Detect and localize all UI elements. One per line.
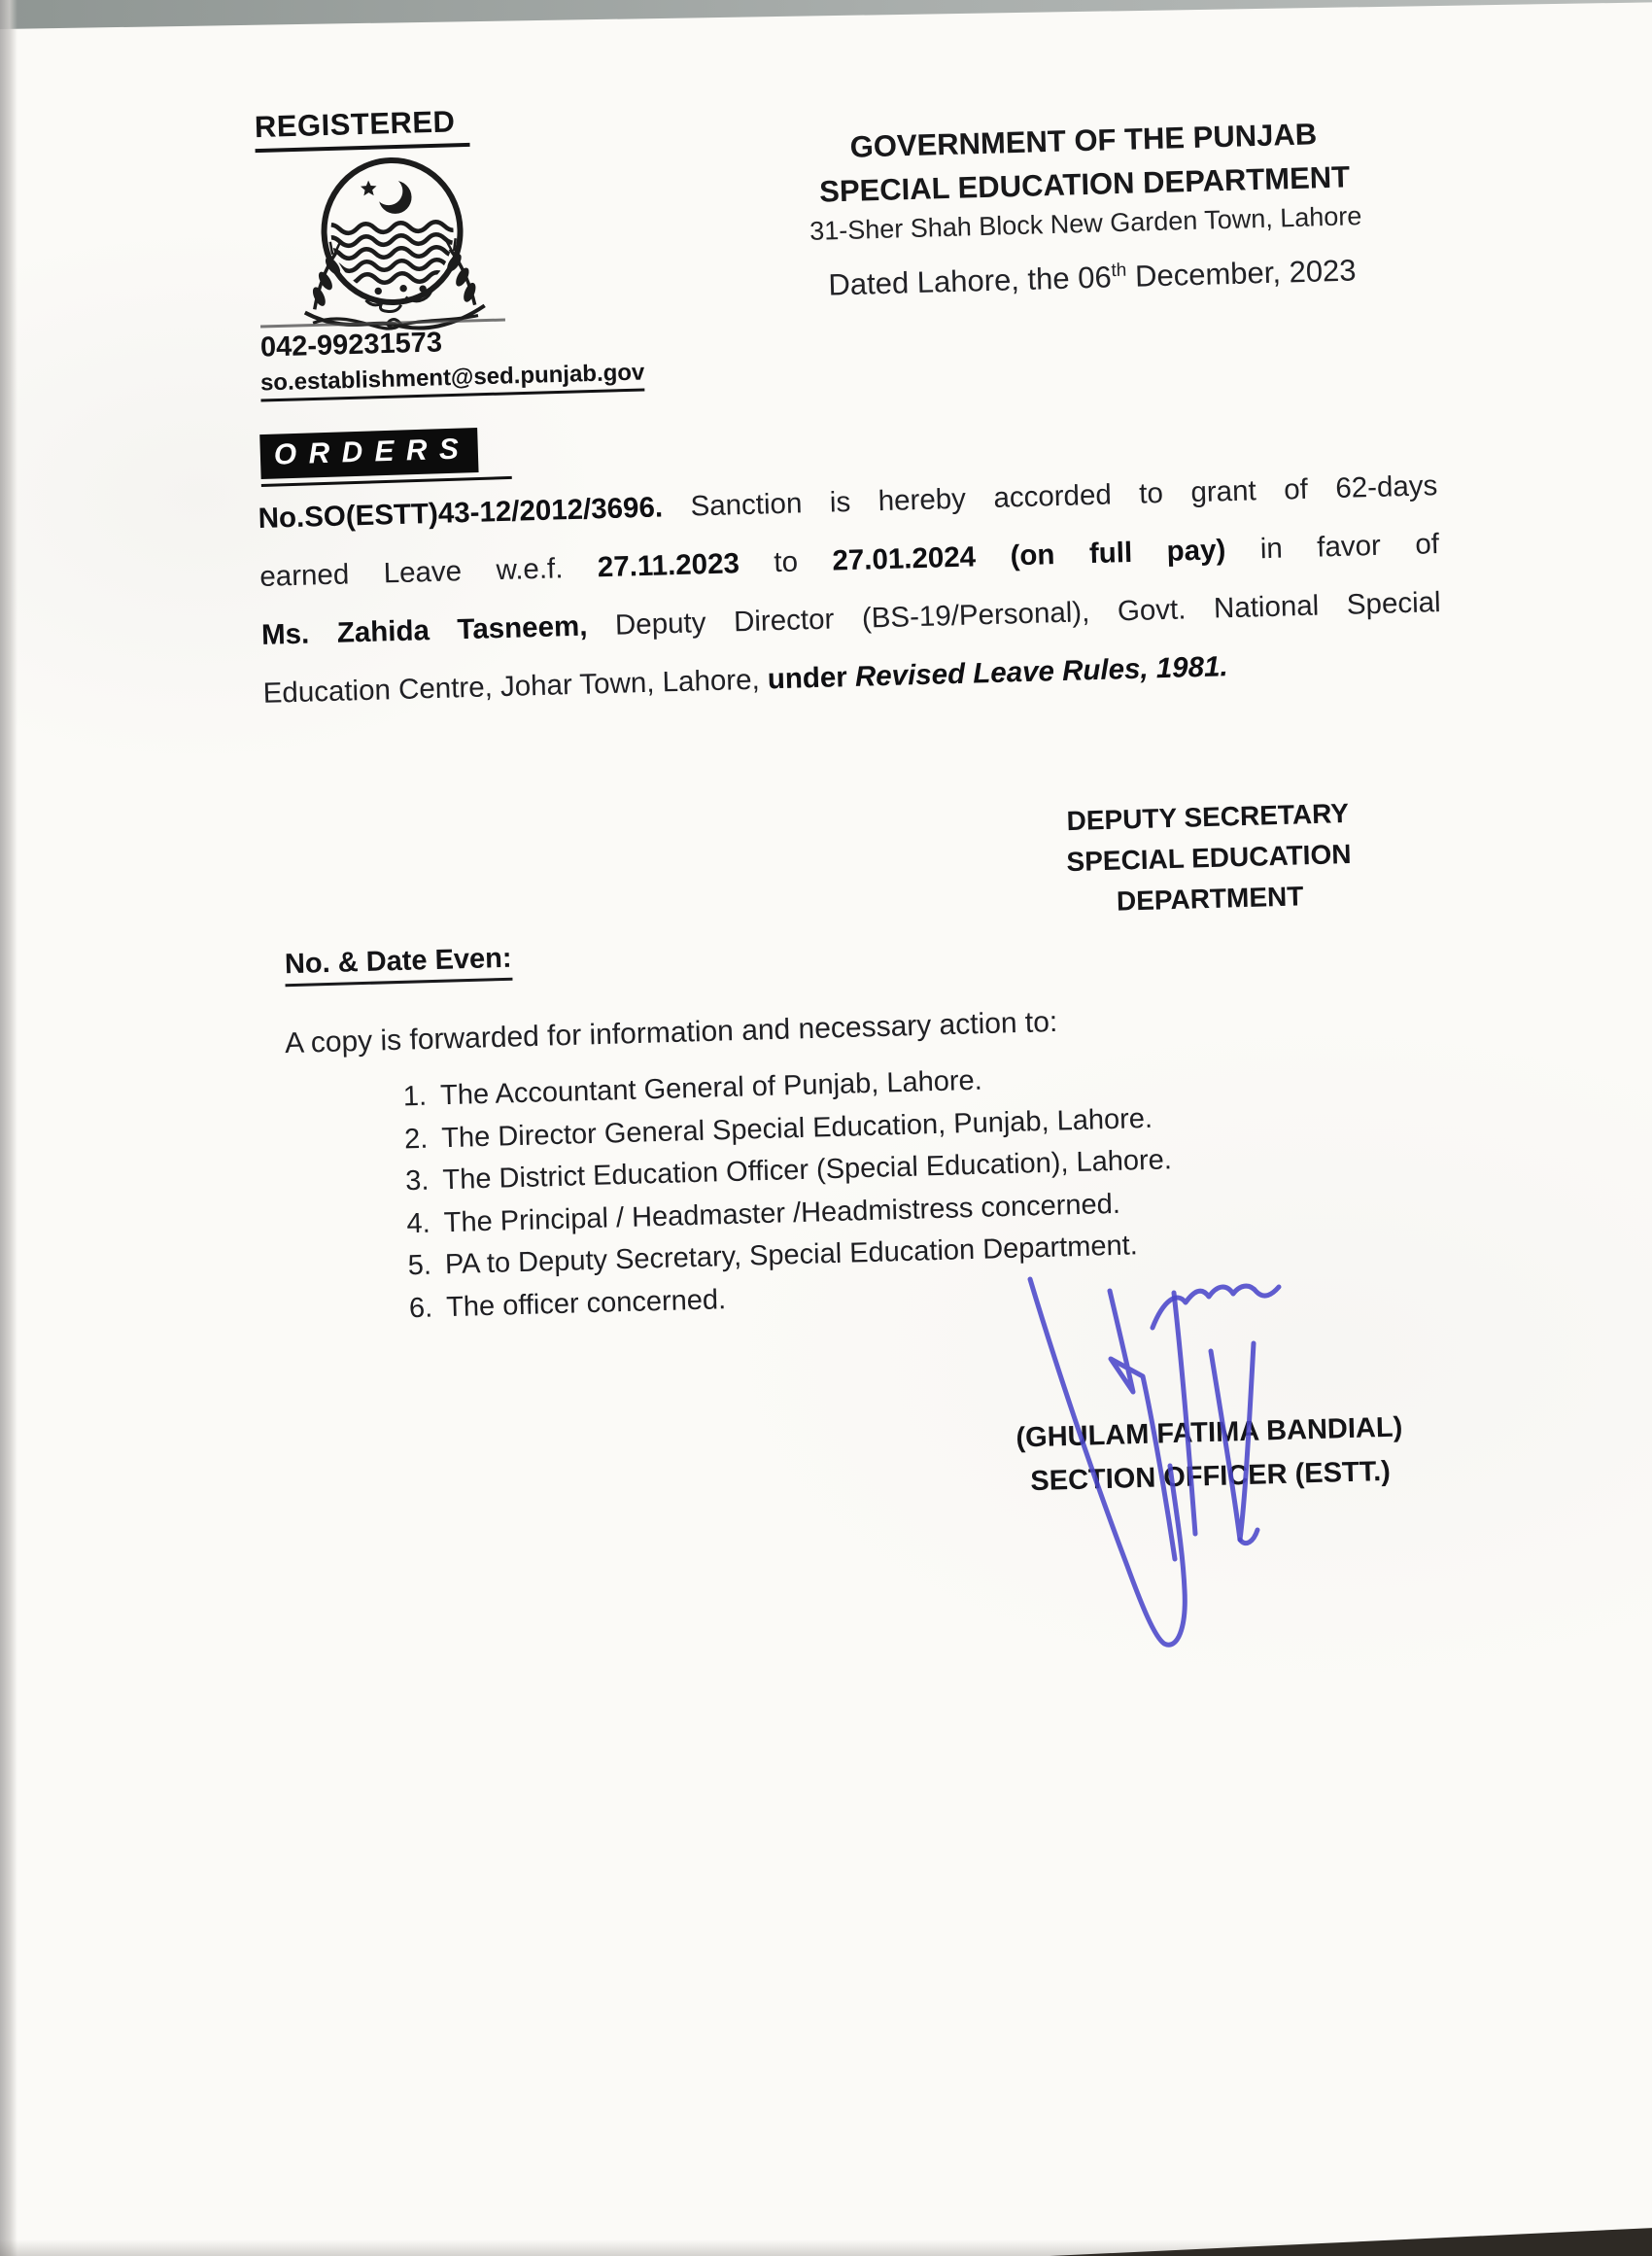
crescent-and-star-icon (361, 176, 412, 214)
order-body-paragraph (258, 457, 1443, 723)
scan-edge-top (0, 0, 1652, 29)
orders-heading-label: O R D E R S (273, 433, 462, 471)
orders-heading-box (259, 428, 478, 479)
org-name-line2: SPECIAL EDUCATION DEPARTMENT (818, 159, 1351, 209)
registered-stamp: REGISTERED (254, 104, 469, 153)
recipient-item: 4. The Principal / Headmaster /Headmistress concerned. (437, 1176, 1371, 1244)
approver-title-line3: DEPARTMENT (1116, 881, 1304, 917)
punjab-government-crest-logo (271, 149, 514, 348)
leave-end-date-and-pay: 27.01.2024 (on full pay) (832, 534, 1226, 577)
recipient-item: 5. PA to Deputy Secretary, Special Education Department. (438, 1219, 1372, 1287)
date-line (792, 252, 1394, 303)
org-address: 31-Sher Shah Block New Garden Town, Lahore (809, 201, 1362, 246)
forwarding-intro: A copy is forwarded for information and necessary action to: (284, 1005, 1058, 1060)
recipient-item: 6. The officer concerned. (440, 1261, 1374, 1329)
order-text-bold: under (767, 660, 856, 696)
date-text: Dated Lahore, the 06 (827, 260, 1113, 302)
officer-name: Ms. Zahida Tasneem, (260, 609, 588, 651)
recipient-item: 1. The Accountant General of Punjab, Lahore. (434, 1050, 1368, 1118)
signature-ink (993, 1250, 1430, 1697)
signatory-title: SECTION OFFICER (ESTT.) (1029, 1455, 1392, 1498)
phone-number: 042-99231573 (259, 327, 443, 364)
scan-edge-left (0, 0, 17, 2256)
leave-rules-reference: Revised Leave Rules, 1981. (854, 650, 1229, 693)
order-text: in favor of (1224, 528, 1440, 567)
approver-designation-block (1007, 791, 1410, 924)
letterhead (777, 110, 1391, 249)
order-text: Deputy Director (BS-19/Personal), Govt. National Special (586, 586, 1442, 642)
river-waves-icon (322, 222, 464, 285)
order-reference-number: No.SO(ESTT)43-12/2012/3696. (258, 491, 664, 535)
order-text: Sanction is hereby accorded to grant of 62-days (662, 469, 1438, 524)
number-and-date-label: No. & Date Even: (285, 943, 513, 988)
date-ordinal-suffix: th (1111, 260, 1127, 282)
approver-title-line2: SPECIAL EDUCATION (1066, 838, 1352, 878)
leave-start-date: 27.11.2023 (597, 547, 740, 584)
order-text: to (739, 544, 833, 580)
order-text: earned Leave w.e.f. (258, 551, 599, 593)
recipient-item: 3. The District Education Officer (Special Education), Lahore. (436, 1134, 1370, 1202)
recipient-item: 2. The Director General Special Education, Punjab, Lahore. (435, 1092, 1369, 1160)
org-name-line1: GOVERNMENT OF THE PUNJAB (849, 117, 1318, 164)
signatory-name: (GHULAM FATIMA BANDIAL) (1015, 1411, 1403, 1454)
date-text-suffix: December, 2023 (1125, 253, 1357, 295)
order-text: Education Centre, Johar Town, Lahore, (262, 663, 769, 710)
orders-heading (259, 427, 512, 487)
approver-title-line1: DEPUTY SECRETARY (1066, 797, 1350, 837)
email-address: so.establishment@sed.punjab.gov (260, 359, 645, 401)
